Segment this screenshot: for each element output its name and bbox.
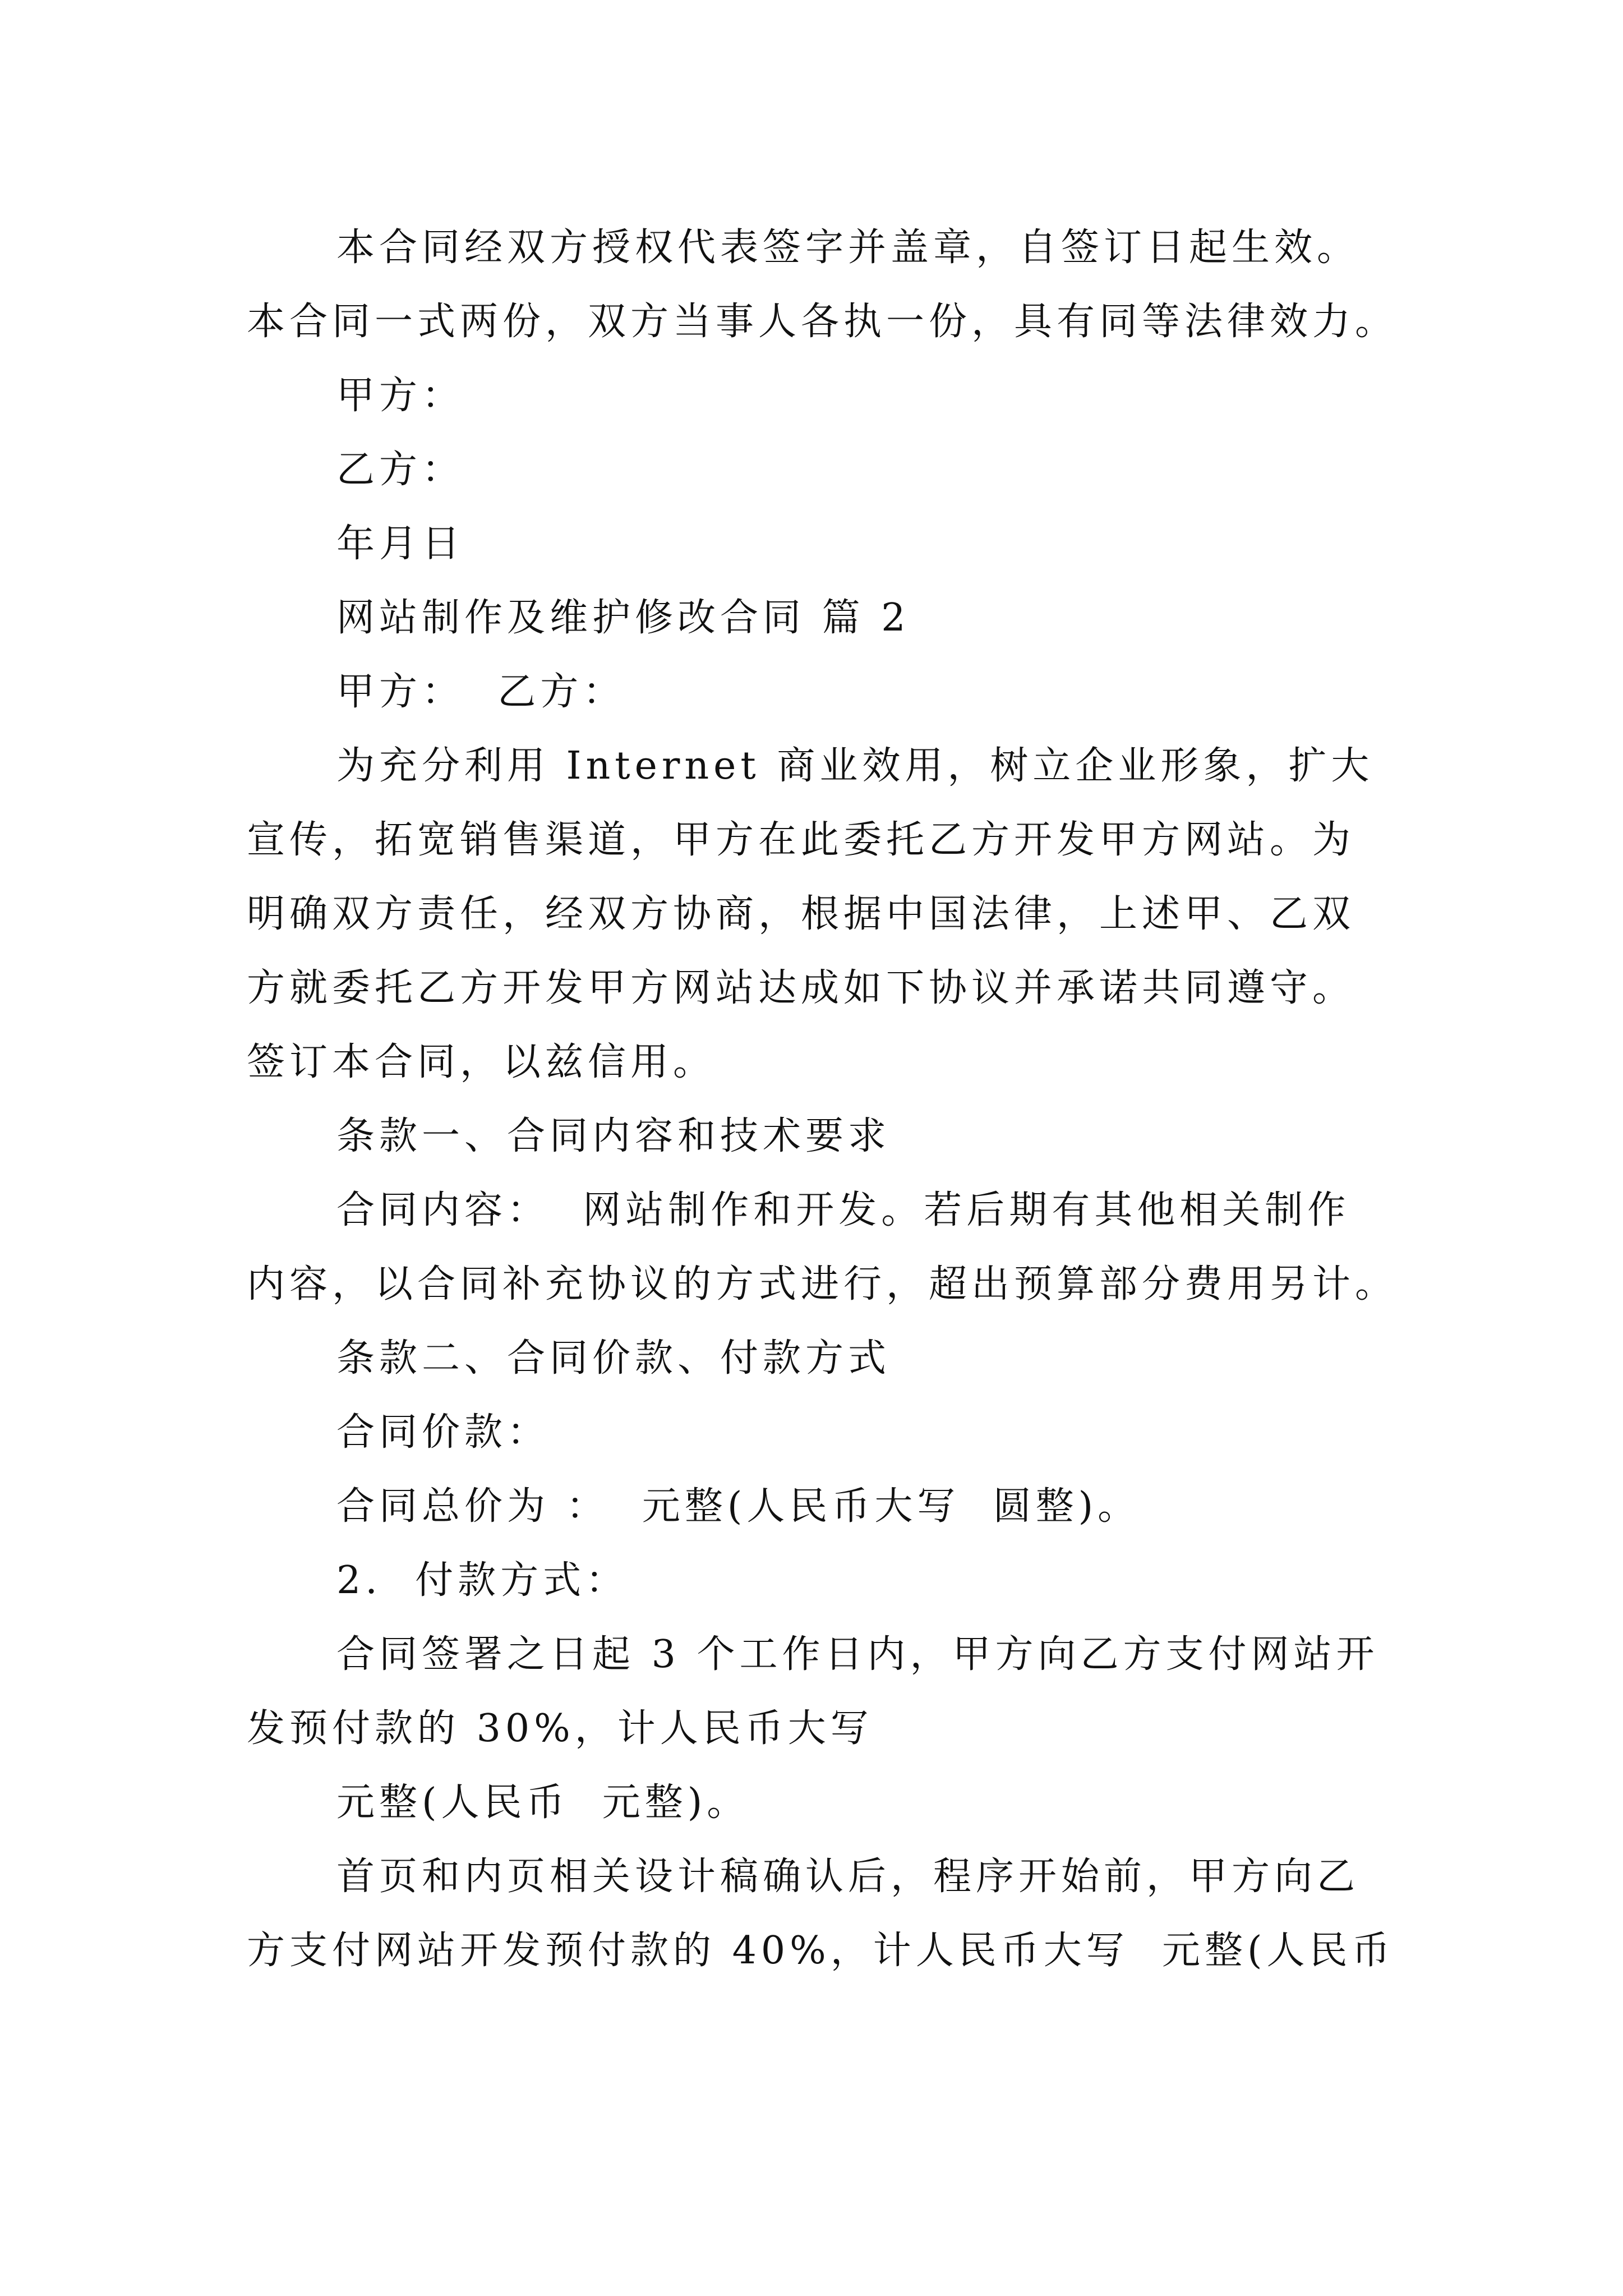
text-line: 本合同经双方授权代表签字并盖章，自签订日起生效。 <box>336 226 1360 270</box>
text-line: 发预付款的 30%，计人民币大写 <box>247 1706 873 1751</box>
text-line: 合同价款： <box>336 1410 550 1455</box>
party-a-label: 甲方： <box>336 374 465 418</box>
text-line: 合同签署之日起 3 个工作日内，甲方向乙方支付网站开 <box>336 1632 1379 1677</box>
text-line: 合同内容： 网站制作和开发。若后期有其他相关制作 <box>336 1188 1350 1232</box>
text-line: 为充分利用 Internet 商业效用，树立企业形象，扩大 <box>336 744 1374 788</box>
text-line: 明确双方责任，经双方协商，根据中国法律，上述甲、乙双 <box>247 892 1355 936</box>
text-line: 宣传，拓宽销售渠道，甲方在此委托乙方开发甲方网站。为 <box>247 818 1355 862</box>
text-line: 本合同一式两份，双方当事人各执一份，具有同等法律效力。 <box>247 300 1398 344</box>
text-line: 方就委托乙方开发甲方网站达成如下协议并承诺共同遵守。 <box>247 966 1355 1010</box>
clause-heading: 条款一、合同内容和技术要求 <box>336 1114 891 1158</box>
section-title: 网站制作及维护修改合同 篇 2 <box>336 596 910 640</box>
text-line: 签订本合同，以兹信用。 <box>247 1040 716 1084</box>
text-line: 合同总价为 ： 元整(人民币大写 圆整)。 <box>336 1484 1141 1529</box>
date-label: 年月日 <box>336 522 465 566</box>
parties-line: 甲方： 乙方： <box>336 670 626 714</box>
party-b-label: 乙方： <box>336 448 465 492</box>
text-line: 内容，以合同补充协议的方式进行，超出预算部分费用另计。 <box>247 1262 1398 1306</box>
clause-heading: 条款二、合同价款、付款方式 <box>336 1336 891 1381</box>
text-line: 2. 付款方式： <box>336 1558 629 1603</box>
text-line: 首页和内页相关设计稿确认后，程序开始前，甲方向乙 <box>336 1855 1360 1899</box>
contract-text <box>247 211 1402 1988</box>
text-line: 方支付网站开发预付款的 40%，计人民币大写 元整(人民币 <box>247 1929 1395 1973</box>
text-line: 元整(人民币 元整)。 <box>336 1780 750 1825</box>
